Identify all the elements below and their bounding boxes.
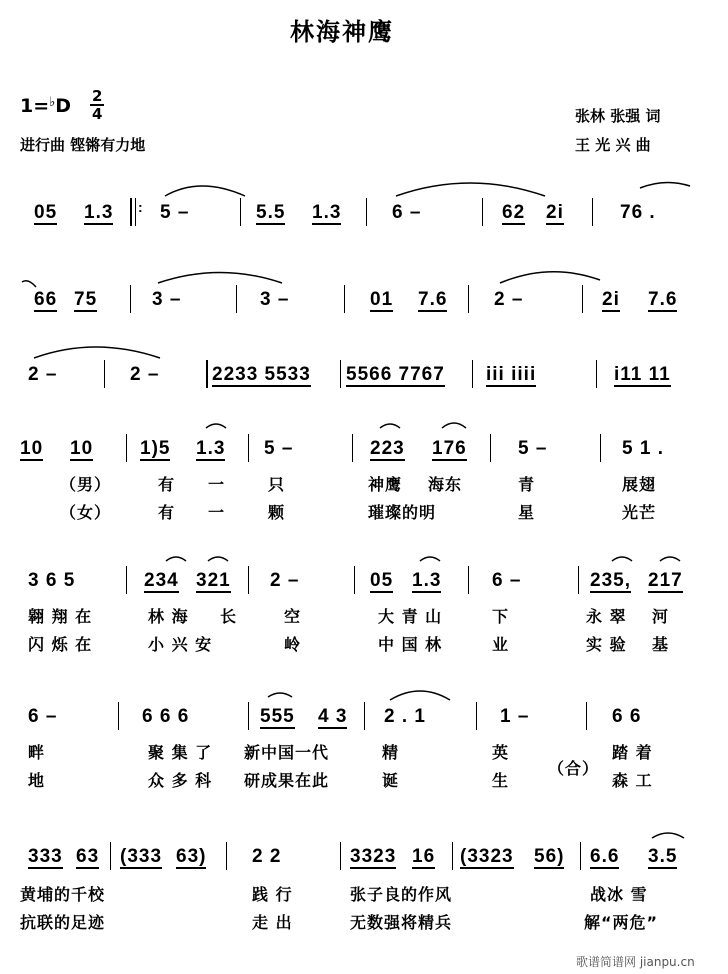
lyric-word: 新中国一代 xyxy=(244,743,330,762)
lyric-word: 空 xyxy=(284,607,302,626)
note-group: 2 – xyxy=(494,289,524,310)
lyric-word: 下 xyxy=(492,607,510,626)
note-group: 10 xyxy=(20,438,44,459)
lyric-word: 神鹰 xyxy=(368,475,403,494)
slur xyxy=(206,424,226,428)
lyric-word: 青 xyxy=(518,475,536,494)
note-group: 2i xyxy=(602,289,620,310)
lyric-word: 战冰 雪 xyxy=(590,885,648,904)
lyric-word: （合） xyxy=(548,759,600,778)
slur xyxy=(380,424,400,428)
repeat-dots: : xyxy=(138,199,144,215)
time-bottom: 4 xyxy=(92,105,103,123)
lyric-word: 大 青 山 xyxy=(378,607,443,626)
lyric-word: 精 xyxy=(382,743,400,762)
lyric-word: 一 xyxy=(208,503,226,522)
note-group: 5 – xyxy=(160,202,190,223)
lyric-word: 海东 xyxy=(428,475,463,494)
note-group: 2i xyxy=(546,202,564,223)
key-prefix: 1= xyxy=(20,95,50,117)
note-group: 5.5 xyxy=(256,202,286,223)
note-group: 4 3 xyxy=(318,706,348,727)
lyric-word: 星 xyxy=(518,503,536,522)
slur xyxy=(420,557,440,561)
lyric-word: 河 xyxy=(652,607,670,626)
note-group: 3 – xyxy=(260,289,290,310)
lyric-word: 颗 xyxy=(268,503,286,522)
lyric-word: 诞 xyxy=(382,771,400,790)
lyric-word: （男） xyxy=(60,475,112,494)
lyricist-credit: 张林 张强 词 xyxy=(575,107,661,125)
note-group: 10 xyxy=(70,438,94,459)
slur xyxy=(208,557,228,561)
slur xyxy=(396,183,545,196)
note-group: 3 6 5 xyxy=(28,570,76,591)
note-group: i11 11 xyxy=(614,364,671,385)
note-group: 217 xyxy=(648,570,683,591)
note-group: 7.6 xyxy=(648,289,678,310)
note-group: 2 – xyxy=(28,364,58,385)
slur xyxy=(442,423,466,428)
note-group: 5 – xyxy=(518,438,548,459)
tempo-marking: 进行曲 铿锵有力地 xyxy=(20,136,146,154)
lyric-word: 黄埔的千校 xyxy=(20,885,106,904)
time-top: 2 xyxy=(92,87,103,105)
note-group: 5566 7767 xyxy=(346,364,445,385)
note-group: (333 xyxy=(120,846,163,867)
note-group: 16 xyxy=(412,846,436,867)
note-group: 6 – xyxy=(28,706,58,727)
lyric-word: 有 xyxy=(158,503,176,522)
lyric-word: 聚 集 了 xyxy=(148,743,213,762)
note-group: 56) xyxy=(534,846,565,867)
note-group: 01 xyxy=(370,289,394,310)
lyric-word: 闪 烁 在 xyxy=(28,635,93,654)
slur xyxy=(640,182,690,188)
note-group: 75 xyxy=(74,289,98,310)
note-group: 62 xyxy=(502,202,526,223)
lyric-word: 永 翠 xyxy=(586,607,627,626)
lyric-word: 英 xyxy=(492,743,510,762)
slur xyxy=(390,691,450,700)
lyric-word: 众 多 科 xyxy=(148,771,213,790)
note-group: 555 xyxy=(260,706,295,727)
note-group: 05 xyxy=(370,570,394,591)
lyric-word: 小 兴 安 xyxy=(148,635,213,654)
lyric-word: 抗联的足迹 xyxy=(20,913,106,932)
note-group: 2 – xyxy=(130,364,160,385)
lyric-word: 地 xyxy=(28,771,46,790)
lyric-word: 生 xyxy=(492,771,510,790)
flat-sign: ♭ xyxy=(49,95,56,110)
note-group: 2233 5533 xyxy=(212,364,311,385)
note-group: 6.6 xyxy=(590,846,620,867)
lyric-word: 森 工 xyxy=(612,771,653,790)
note-group: 234 xyxy=(144,570,179,591)
lyric-word: 走 出 xyxy=(252,913,293,932)
note-group: 2 2 xyxy=(252,846,282,867)
note-group: 235, xyxy=(590,570,631,591)
note-group: 1.3 xyxy=(312,202,342,223)
note-group: 63) xyxy=(176,846,207,867)
lyric-word: 长 xyxy=(220,607,238,626)
note-group: 176 xyxy=(432,438,467,459)
slur xyxy=(652,833,684,838)
note-group: 6 – xyxy=(492,570,522,591)
lyric-word: 有 xyxy=(158,475,176,494)
slur xyxy=(500,272,600,283)
note-group: iii iiii xyxy=(486,364,537,385)
note-group: 333 xyxy=(28,846,63,867)
lyric-word: 岭 xyxy=(284,635,302,654)
lyric-word: （女） xyxy=(60,503,112,522)
slur xyxy=(158,273,282,284)
lyric-word: 光芒 xyxy=(622,503,657,522)
lyric-word: 翱 翔 在 xyxy=(28,607,93,626)
note-group: 2 . 1 xyxy=(384,706,426,727)
slur xyxy=(34,347,160,358)
lyric-word: 基 xyxy=(652,635,670,654)
lyric-word: 践 行 xyxy=(252,885,293,904)
note-group: (3323 xyxy=(460,846,514,867)
note-group: 1.3 xyxy=(84,202,114,223)
note-group: 6 6 6 xyxy=(142,706,190,727)
slur xyxy=(612,557,632,561)
slur xyxy=(166,557,186,561)
note-group: 1)5 xyxy=(140,438,171,459)
note-group: 3.5 xyxy=(648,846,678,867)
composer-credit: 王 光 兴 曲 xyxy=(575,136,651,154)
lyric-word: 只 xyxy=(268,475,286,494)
note-group: 1.3 xyxy=(196,438,226,459)
note-group: 63 xyxy=(76,846,100,867)
lyric-word: 中 国 林 xyxy=(378,635,443,654)
slur xyxy=(165,186,245,196)
note-group: 1 – xyxy=(500,706,530,727)
lyric-word: 实 验 xyxy=(586,635,627,654)
note-group: 3323 xyxy=(350,846,397,867)
lyric-word: 研成果在此 xyxy=(244,771,330,790)
note-group: 7.6 xyxy=(418,289,448,310)
note-group: 6 6 xyxy=(612,706,642,727)
lyric-word: 璀璨的明 xyxy=(368,503,437,522)
lyric-word: 踏 着 xyxy=(612,743,653,762)
site-watermark: 歌谱简谱网 jianpu.cn xyxy=(576,955,695,969)
slur xyxy=(22,281,36,287)
note-group: 05 xyxy=(34,202,58,223)
lyric-word: 展翅 xyxy=(622,475,657,494)
note-group: 5 1 . xyxy=(622,438,664,459)
note-group: 6 – xyxy=(392,202,422,223)
note-group: 66 xyxy=(34,289,58,310)
lyric-word: 张子良的作风 xyxy=(350,885,453,904)
slur xyxy=(268,693,292,697)
key-letter: D xyxy=(55,95,72,117)
note-group: 321 xyxy=(196,570,231,591)
lyric-word: 业 xyxy=(492,635,510,654)
note-group: 5 – xyxy=(264,438,294,459)
lyric-word: 无数强将精兵 xyxy=(350,913,453,932)
lyric-word: 畔 xyxy=(28,743,46,762)
note-group: 1.3 xyxy=(412,570,442,591)
note-group: 76 . xyxy=(620,202,656,223)
lyric-word: 林 海 xyxy=(148,607,189,626)
slur xyxy=(660,557,680,561)
note-group: 3 – xyxy=(152,289,182,310)
lyric-word: 解“两危” xyxy=(584,913,659,932)
lyric-word: 一 xyxy=(208,475,226,494)
song-title: 林海神鹰 xyxy=(290,17,394,46)
note-group: 223 xyxy=(370,438,405,459)
note-group: 2 – xyxy=(270,570,300,591)
